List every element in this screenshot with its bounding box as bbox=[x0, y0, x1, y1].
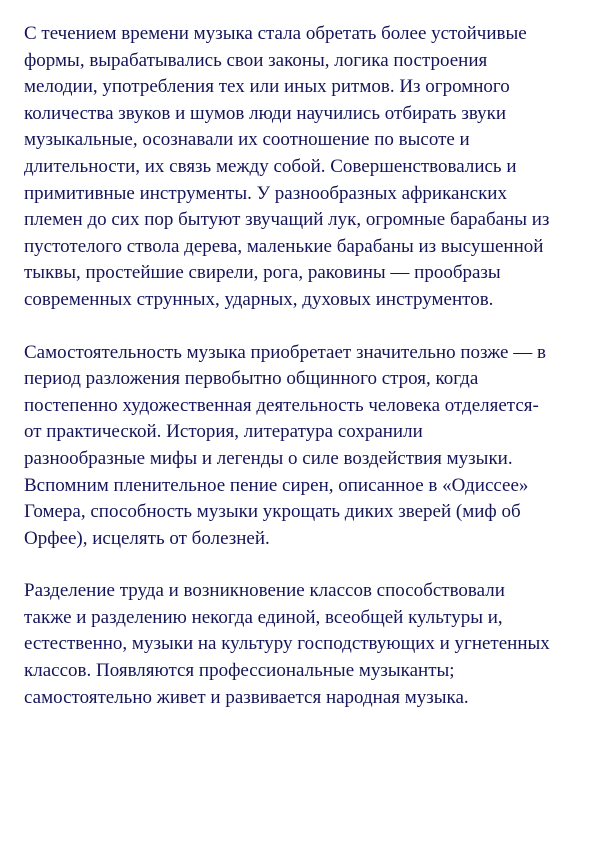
paragraph-2 bbox=[24, 340, 573, 553]
text-line: естественно, музыки на культуру господствующих и угнетенных bbox=[24, 633, 550, 655]
paragraph-3 bbox=[24, 578, 573, 711]
text-line: длительности, их связь между собой. Совершенствовались и bbox=[24, 155, 517, 177]
text-line: мелодии, употребления тех или иных ритмов. Из огромного bbox=[24, 76, 510, 98]
text-line: формы, вырабатывались свои законы, логика построения bbox=[24, 49, 488, 71]
text-line: постепенно художественная деятельность человека отделяется- bbox=[24, 394, 539, 416]
text-line: Самостоятельность музыка приобретает значительно позже — в bbox=[24, 341, 546, 363]
text-line: музыкальные, осознавали их соотношение по высоте и bbox=[24, 129, 470, 151]
text-line: классов. Появляются профессиональные музыканты; bbox=[24, 660, 455, 682]
text-line: разнообразные мифы и легенды о силе воздействия музыки. bbox=[24, 447, 513, 469]
text-line: период разложения первобытно общинного строя, когда bbox=[24, 368, 479, 390]
text-line: Разделение труда и возникновение классов способствовали bbox=[24, 580, 505, 602]
text-line: современных струнных, ударных, духовых инструментов. bbox=[24, 288, 494, 310]
text-line: Орфее), исцелять от болезней. bbox=[24, 527, 270, 549]
text-line: пустотелого ствола дерева, маленькие барабаны из высушенной bbox=[24, 235, 544, 257]
text-line: от практической. История, литература сохранили bbox=[24, 421, 423, 443]
text-line: племен до сих пор бытуют звучащий лук, огромные барабаны из bbox=[24, 209, 550, 231]
text-line: Вспомним пленительное пение сирен, описанное в «Одиссее» bbox=[24, 474, 529, 496]
text-line: Гомера, способность музыки укрощать диких зверей (миф об bbox=[24, 501, 521, 523]
text-line: примитивные инструменты. У разнообразных африканских bbox=[24, 182, 507, 204]
text-line: самостоятельно живет и развивается народная музыка. bbox=[24, 686, 469, 708]
text-line: также и разделению некогда единой, всеобщей культуры и, bbox=[24, 606, 503, 628]
text-line: С течением времени музыка стала обретать более устойчивые bbox=[24, 23, 527, 44]
paragraph-1 bbox=[24, 21, 573, 314]
text-line: тыквы, простейшие свирели, рога, раковины — прообразы bbox=[24, 262, 501, 284]
text-line: количества звуков и шумов люди научились отбирать звуки bbox=[24, 102, 507, 124]
